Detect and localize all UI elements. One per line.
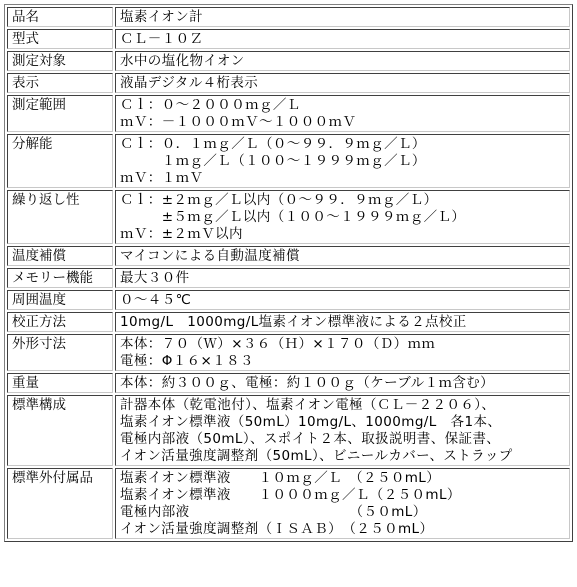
spec-value-line: ｍＶ：１ｍＶ xyxy=(120,170,204,186)
spec-value-line: Ｃｌ：０．１ｍｇ／Ｌ（０～９９．９ｍｇ／Ｌ） xyxy=(120,136,426,152)
spec-row xyxy=(7,334,570,371)
spec-value-line: イオン活量強度調整剤（50mL）、ビニールカバー、ストラップ xyxy=(120,448,513,464)
spec-value-line: Ｃｌ：０～２０００ｍｇ／Ｌ xyxy=(120,97,301,113)
spec-value-line: ＣＬ－１０Ｚ xyxy=(120,31,204,47)
spec-value xyxy=(115,29,570,49)
spec-row xyxy=(7,29,570,49)
spec-label: 型式 xyxy=(7,29,113,49)
spec-value xyxy=(115,373,570,393)
spec-value-line: １ｍｇ／Ｌ（１００～１９９９ｍｇ／Ｌ） xyxy=(120,153,426,169)
spec-value-line: 水中の塩化物イオン xyxy=(120,53,245,69)
spec-value-line: Ｃｌ：±２ｍｇ／Ｌ以内（０～９９．９ｍｇ／Ｌ） xyxy=(120,192,438,208)
spec-value-line: 本体：約３００ｇ、電極：約１００ｇ（ケーブル１ｍ含む） xyxy=(120,375,495,391)
spec-row xyxy=(7,7,570,27)
spec-row xyxy=(7,468,570,539)
spec-label: 標準外付属品 xyxy=(7,468,113,539)
spec-row xyxy=(7,268,570,288)
spec-value-line: 塩素イオン標準液（50mL）10mg/L、1000mg/L 各1本、 xyxy=(120,414,502,430)
spec-value-line: 10mg/L 1000mg/L塩素イオン標準液による２点校正 xyxy=(120,314,467,330)
spec-value-line: 計器本体（乾電池付）、塩素イオン電極（ＣＬ－２２０６）、 xyxy=(120,397,496,413)
spec-value xyxy=(115,73,570,93)
spec-row xyxy=(7,190,570,244)
spec-value-line: 電極内部液（50mL）、スポイト２本、取扱説明書、保証書、 xyxy=(120,431,501,447)
spec-label: 測定対象 xyxy=(7,51,113,71)
spec-row xyxy=(7,73,570,93)
spec-label: 分解能 xyxy=(7,134,113,188)
spec-value-line: 液晶デジタル４桁表示 xyxy=(120,75,259,91)
spec-value-line: 本体：７０（Ｗ）×３６（Ｈ）×１７０（Ｄ）ｍｍ xyxy=(120,336,436,352)
spec-label: 温度補償 xyxy=(7,246,113,266)
spec-value-line: マイコンによる自動温度補償 xyxy=(120,248,300,264)
spec-value xyxy=(115,51,570,71)
spec-value xyxy=(115,190,570,244)
spec-value xyxy=(115,312,570,332)
spec-label: 測定範囲 xyxy=(7,95,113,132)
spec-label: 品名 xyxy=(7,7,113,27)
spec-label: メモリー機能 xyxy=(7,268,113,288)
spec-row xyxy=(7,134,570,188)
spec-value-line: 最大３０件 xyxy=(120,270,190,286)
spec-label: 周囲温度 xyxy=(7,290,113,310)
spec-value xyxy=(115,395,570,466)
spec-value-line: 塩素イオン標準液 １０００ｍｇ／Ｌ（２５０mL） xyxy=(120,487,461,503)
spec-value xyxy=(115,246,570,266)
spec-row xyxy=(7,395,570,466)
spec-value xyxy=(115,290,570,310)
spec-row xyxy=(7,246,570,266)
spec-value-line: ±５ｍｇ／Ｌ以内（１００～１９９９ｍｇ／Ｌ） xyxy=(120,209,466,225)
spec-value-line: イオン活量強度調整剤（ＩＳＡＢ） （２５０mL） xyxy=(120,521,434,537)
spec-label: 繰り返し性 xyxy=(7,190,113,244)
spec-table-body xyxy=(7,7,570,539)
spec-value-line: 電極内部液 （５０mL） xyxy=(120,504,427,520)
spec-value xyxy=(115,134,570,188)
spec-label: 標準構成 xyxy=(7,395,113,466)
spec-value-line: 電極：Φ１６×１８３ xyxy=(120,353,254,369)
spec-table xyxy=(4,4,573,542)
spec-row xyxy=(7,51,570,71)
spec-value xyxy=(115,334,570,371)
spec-label: 校正方法 xyxy=(7,312,113,332)
spec-value-line: ｍＶ：－１０００ｍＶ～１０００ｍＶ xyxy=(120,114,357,130)
spec-value-line: ｍＶ：±２ｍＶ以内 xyxy=(120,226,243,242)
spec-value xyxy=(115,268,570,288)
spec-row xyxy=(7,373,570,393)
spec-value-line: 塩素イオン計 xyxy=(120,9,203,25)
spec-value xyxy=(115,7,570,27)
spec-row xyxy=(7,95,570,132)
spec-label: 重量 xyxy=(7,373,113,393)
spec-label: 表示 xyxy=(7,73,113,93)
spec-row xyxy=(7,290,570,310)
spec-value-line: ０～４５℃ xyxy=(120,292,192,308)
spec-value xyxy=(115,95,570,132)
spec-value xyxy=(115,468,570,539)
spec-row xyxy=(7,312,570,332)
spec-value-line: 塩素イオン標準液 １０ｍｇ／Ｌ （２５０mL） xyxy=(120,470,441,486)
spec-label: 外形寸法 xyxy=(7,334,113,371)
